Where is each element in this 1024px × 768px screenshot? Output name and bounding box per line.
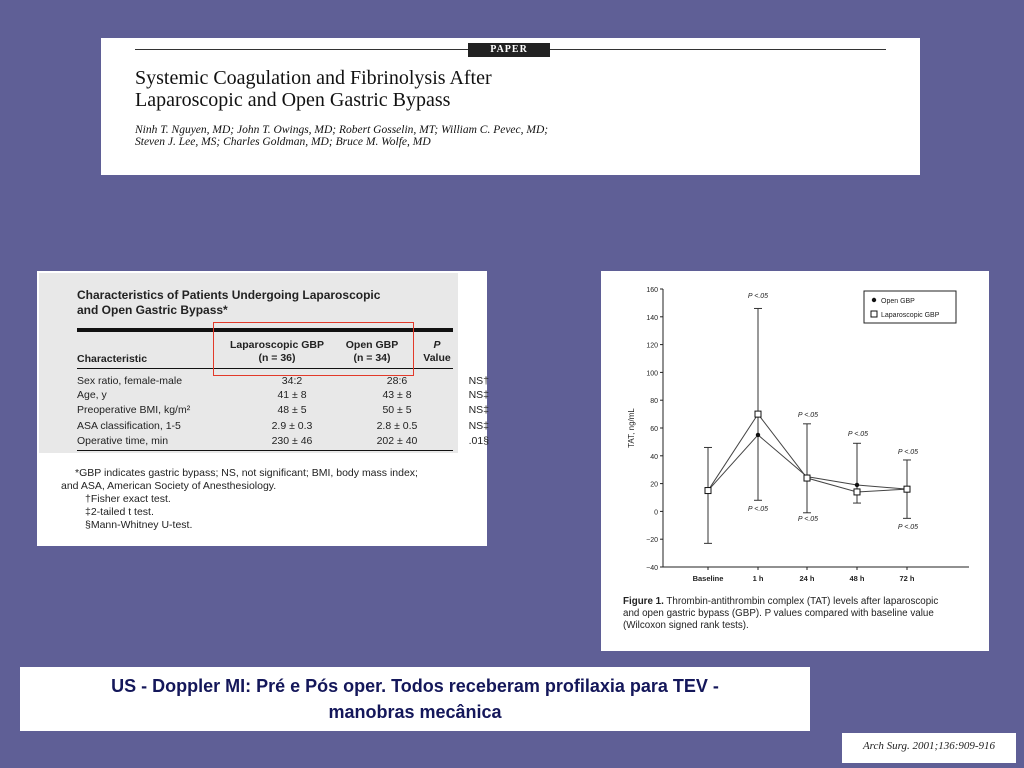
cell-p-value: NS† — [468, 375, 489, 387]
p-value-annotation: P <.05 — [747, 293, 769, 300]
y-tick-label: 100 — [646, 370, 658, 378]
header-p-value — [417, 339, 457, 365]
data-point-open-gbp — [756, 433, 760, 437]
table-title-line1: Characteristics of Patients Undergoing Laparoscopic — [77, 288, 381, 302]
y-tick-label: 140 — [646, 314, 658, 322]
legend-marker-open-gbp — [872, 298, 876, 302]
table-bottom-rule — [77, 450, 453, 451]
tat-chart-panel — [601, 271, 989, 651]
y-axis-label: TAT, ng/mL — [627, 408, 636, 448]
cell-p-value: NS‡ — [468, 404, 489, 416]
footnote: †Fisher exact test. — [85, 493, 171, 505]
highlight-box — [213, 322, 414, 376]
paper-authors-line1: Ninh T. Nguyen, MD; John T. Owings, MD; Robert Gosselin, MT; William C. Pevec, MD; — [135, 124, 549, 136]
p-value-annotation: P <.05 — [747, 506, 769, 513]
cell-characteristic: ASA classification, 1-5 — [77, 420, 181, 432]
data-point-laparoscopic-gbp — [854, 489, 860, 495]
header-laparoscopic-line1: Laparoscopic GBP — [230, 339, 324, 351]
header-p-line2: Value — [423, 352, 451, 364]
cell-characteristic: Operative time, min — [77, 435, 169, 447]
cell-open: 50 ± 5 — [382, 404, 412, 416]
slide-caption-line2: manobras mecânica — [328, 702, 502, 722]
table-row — [77, 404, 489, 417]
data-point-open-gbp — [855, 483, 859, 487]
cell-laparoscopic: 230 ± 46 — [271, 435, 313, 447]
cell-p-value: NS‡ — [468, 420, 489, 432]
figure-caption-label: Figure 1. — [623, 596, 664, 607]
footnote: *GBP indicates gastric bypass; NS, not significant; BMI, body mass index; — [75, 467, 418, 479]
table-title-line2: and Open Gastric Bypass* — [77, 303, 228, 317]
header-p-line1: P — [433, 339, 441, 351]
paper-header-panel — [101, 38, 920, 175]
cell-characteristic: Age, y — [77, 389, 107, 401]
paper-authors-line2: Steven J. Lee, MS; Charles Goldman, MD; Bruce M. Wolfe, MD — [135, 136, 431, 148]
cell-laparoscopic: 2.9 ± 0.3 — [271, 420, 313, 432]
cell-characteristic: Sex ratio, female-male — [77, 375, 183, 387]
y-tick-label: −40 — [646, 565, 658, 572]
y-tick-label: 80 — [650, 398, 658, 406]
figure-caption-line2: and open gastric bypass (GBP). P values compared with baseline value — [623, 608, 934, 619]
footnote: and ASA, American Society of Anesthesiology. — [61, 480, 277, 492]
legend-label-laparoscopic-gbp: Laparoscopic GBP — [881, 312, 940, 319]
y-tick-label: 0 — [654, 509, 658, 517]
paper-title-line1: Systemic Coagulation and Fibrinolysis After — [135, 67, 492, 89]
header-laparoscopic-line2: (n = 36) — [258, 352, 296, 364]
cell-characteristic: Preoperative BMI, kg/m² — [77, 404, 191, 416]
cell-open: 202 ± 40 — [376, 435, 418, 447]
paper-title-line2: Laparoscopic and Open Gastric Bypass — [135, 89, 451, 111]
legend-label-open-gbp: Open GBP — [881, 298, 915, 305]
slide-caption-line1: US - Doppler MI: Pré e Pós oper. Todos receberam profilaxia para TEV - — [111, 676, 719, 696]
footnote: §Mann-Whitney U-test. — [85, 519, 193, 531]
y-tick-label: 160 — [646, 287, 658, 294]
table-title — [77, 288, 437, 318]
p-value-annotation: P <.05 — [797, 516, 819, 523]
cell-laparoscopic: 48 ± 5 — [277, 404, 307, 416]
table-footnotes — [61, 467, 471, 532]
figure-caption — [623, 596, 978, 632]
header-open-line1: Open GBP — [345, 339, 399, 351]
p-value-annotation: P <.05 — [797, 412, 819, 419]
table-row — [77, 389, 489, 402]
cell-laparoscopic: 34:2 — [281, 375, 303, 387]
data-point-laparoscopic-gbp — [904, 486, 910, 492]
data-point-laparoscopic-gbp — [804, 475, 810, 481]
tat-line-chart — [601, 271, 989, 596]
legend-marker-laparoscopic-gbp — [871, 311, 877, 317]
x-tick-label: 1 h — [752, 574, 764, 583]
y-tick-label: 20 — [650, 481, 658, 489]
table-row — [77, 435, 489, 448]
paper-title — [135, 67, 835, 111]
cell-p-value: .01§ — [468, 435, 489, 447]
cell-open: 2.8 ± 0.5 — [376, 420, 418, 432]
cell-open: 43 ± 8 — [382, 389, 412, 401]
y-tick-label: 60 — [650, 426, 658, 433]
citation: Arch Surg. 2001;136:909-916 — [842, 733, 1016, 763]
y-tick-label: 120 — [646, 342, 658, 350]
y-tick-label: −20 — [646, 537, 658, 545]
cell-p-value: NS‡ — [468, 389, 489, 401]
x-tick-label: 24 h — [799, 574, 815, 583]
x-tick-label: 48 h — [849, 574, 865, 583]
header-open-line2: (n = 34) — [353, 352, 391, 364]
data-point-laparoscopic-gbp — [705, 488, 711, 494]
x-tick-label: 72 h — [899, 574, 915, 583]
table-row — [77, 420, 489, 433]
data-point-laparoscopic-gbp — [755, 411, 761, 417]
table-row — [77, 375, 489, 388]
x-tick-label: Baseline — [692, 574, 724, 583]
figure-caption-line3: (Wilcoxon signed rank tests). — [623, 620, 749, 631]
patient-characteristics-table-panel — [37, 271, 487, 546]
header-characteristic: Characteristic — [77, 353, 148, 365]
footnote: ‡2-tailed t test. — [85, 506, 154, 518]
paper-authors — [135, 124, 785, 148]
cell-laparoscopic: 41 ± 8 — [277, 389, 307, 401]
p-value-annotation: P <.05 — [847, 431, 869, 438]
p-value-annotation: P <.05 — [897, 524, 919, 531]
y-tick-label: 40 — [650, 453, 658, 461]
slide-caption — [20, 667, 810, 731]
paper-tag: PAPER — [468, 43, 550, 57]
p-value-annotation: P <.05 — [897, 449, 919, 456]
figure-caption-line1: Thrombin-antithrombin complex (TAT) levels after laparoscopic — [666, 596, 939, 607]
cell-open: 28:6 — [386, 375, 408, 387]
